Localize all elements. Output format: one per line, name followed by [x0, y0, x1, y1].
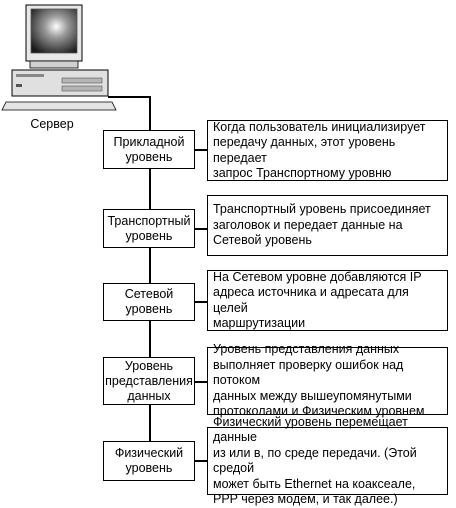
- layer-box-physical: Физический уровень: [103, 441, 195, 481]
- layer-box-application: Прикладной уровень: [103, 130, 195, 169]
- server-connector-line: [108, 96, 150, 98]
- connector-layer-3: [194, 301, 207, 303]
- server-computer-icon: [0, 0, 120, 115]
- server-label: Сервер: [30, 117, 74, 131]
- description-transport: Транспортный уровень присоединяет заголовок и передает данные на Сетевой уровень: [207, 195, 448, 256]
- description-data-link: Уровень представления данных выполняет проверку ошибок над потоком данных между вышеупомянутыми протоколами и Физическим уровнем: [207, 347, 448, 415]
- connector-layer-5: [194, 460, 207, 462]
- layer-box-network: Сетевой уровень: [103, 283, 195, 321]
- connector-layer-4: [194, 381, 207, 383]
- layer-box-transport: Транспортный уровень: [103, 209, 195, 248]
- description-network: На Сетевом уровне добавляются IP адреса источника и адресата для целей маршрутизации: [207, 270, 448, 331]
- connector-layer-1: [194, 149, 207, 151]
- description-physical: Физический уровень перемещает данные из или в, по среде передачи. (Этой средой может быть Ethernet на коаксеале, PPP через модем, и так далее.): [207, 427, 448, 495]
- layer-box-data-link: Уровень представления данных: [103, 357, 195, 405]
- description-application: Когда пользователь инициализирует передачу данных, этот уровень передает запрос Транспортному уровню: [207, 120, 448, 181]
- connector-layer-2: [194, 228, 207, 230]
